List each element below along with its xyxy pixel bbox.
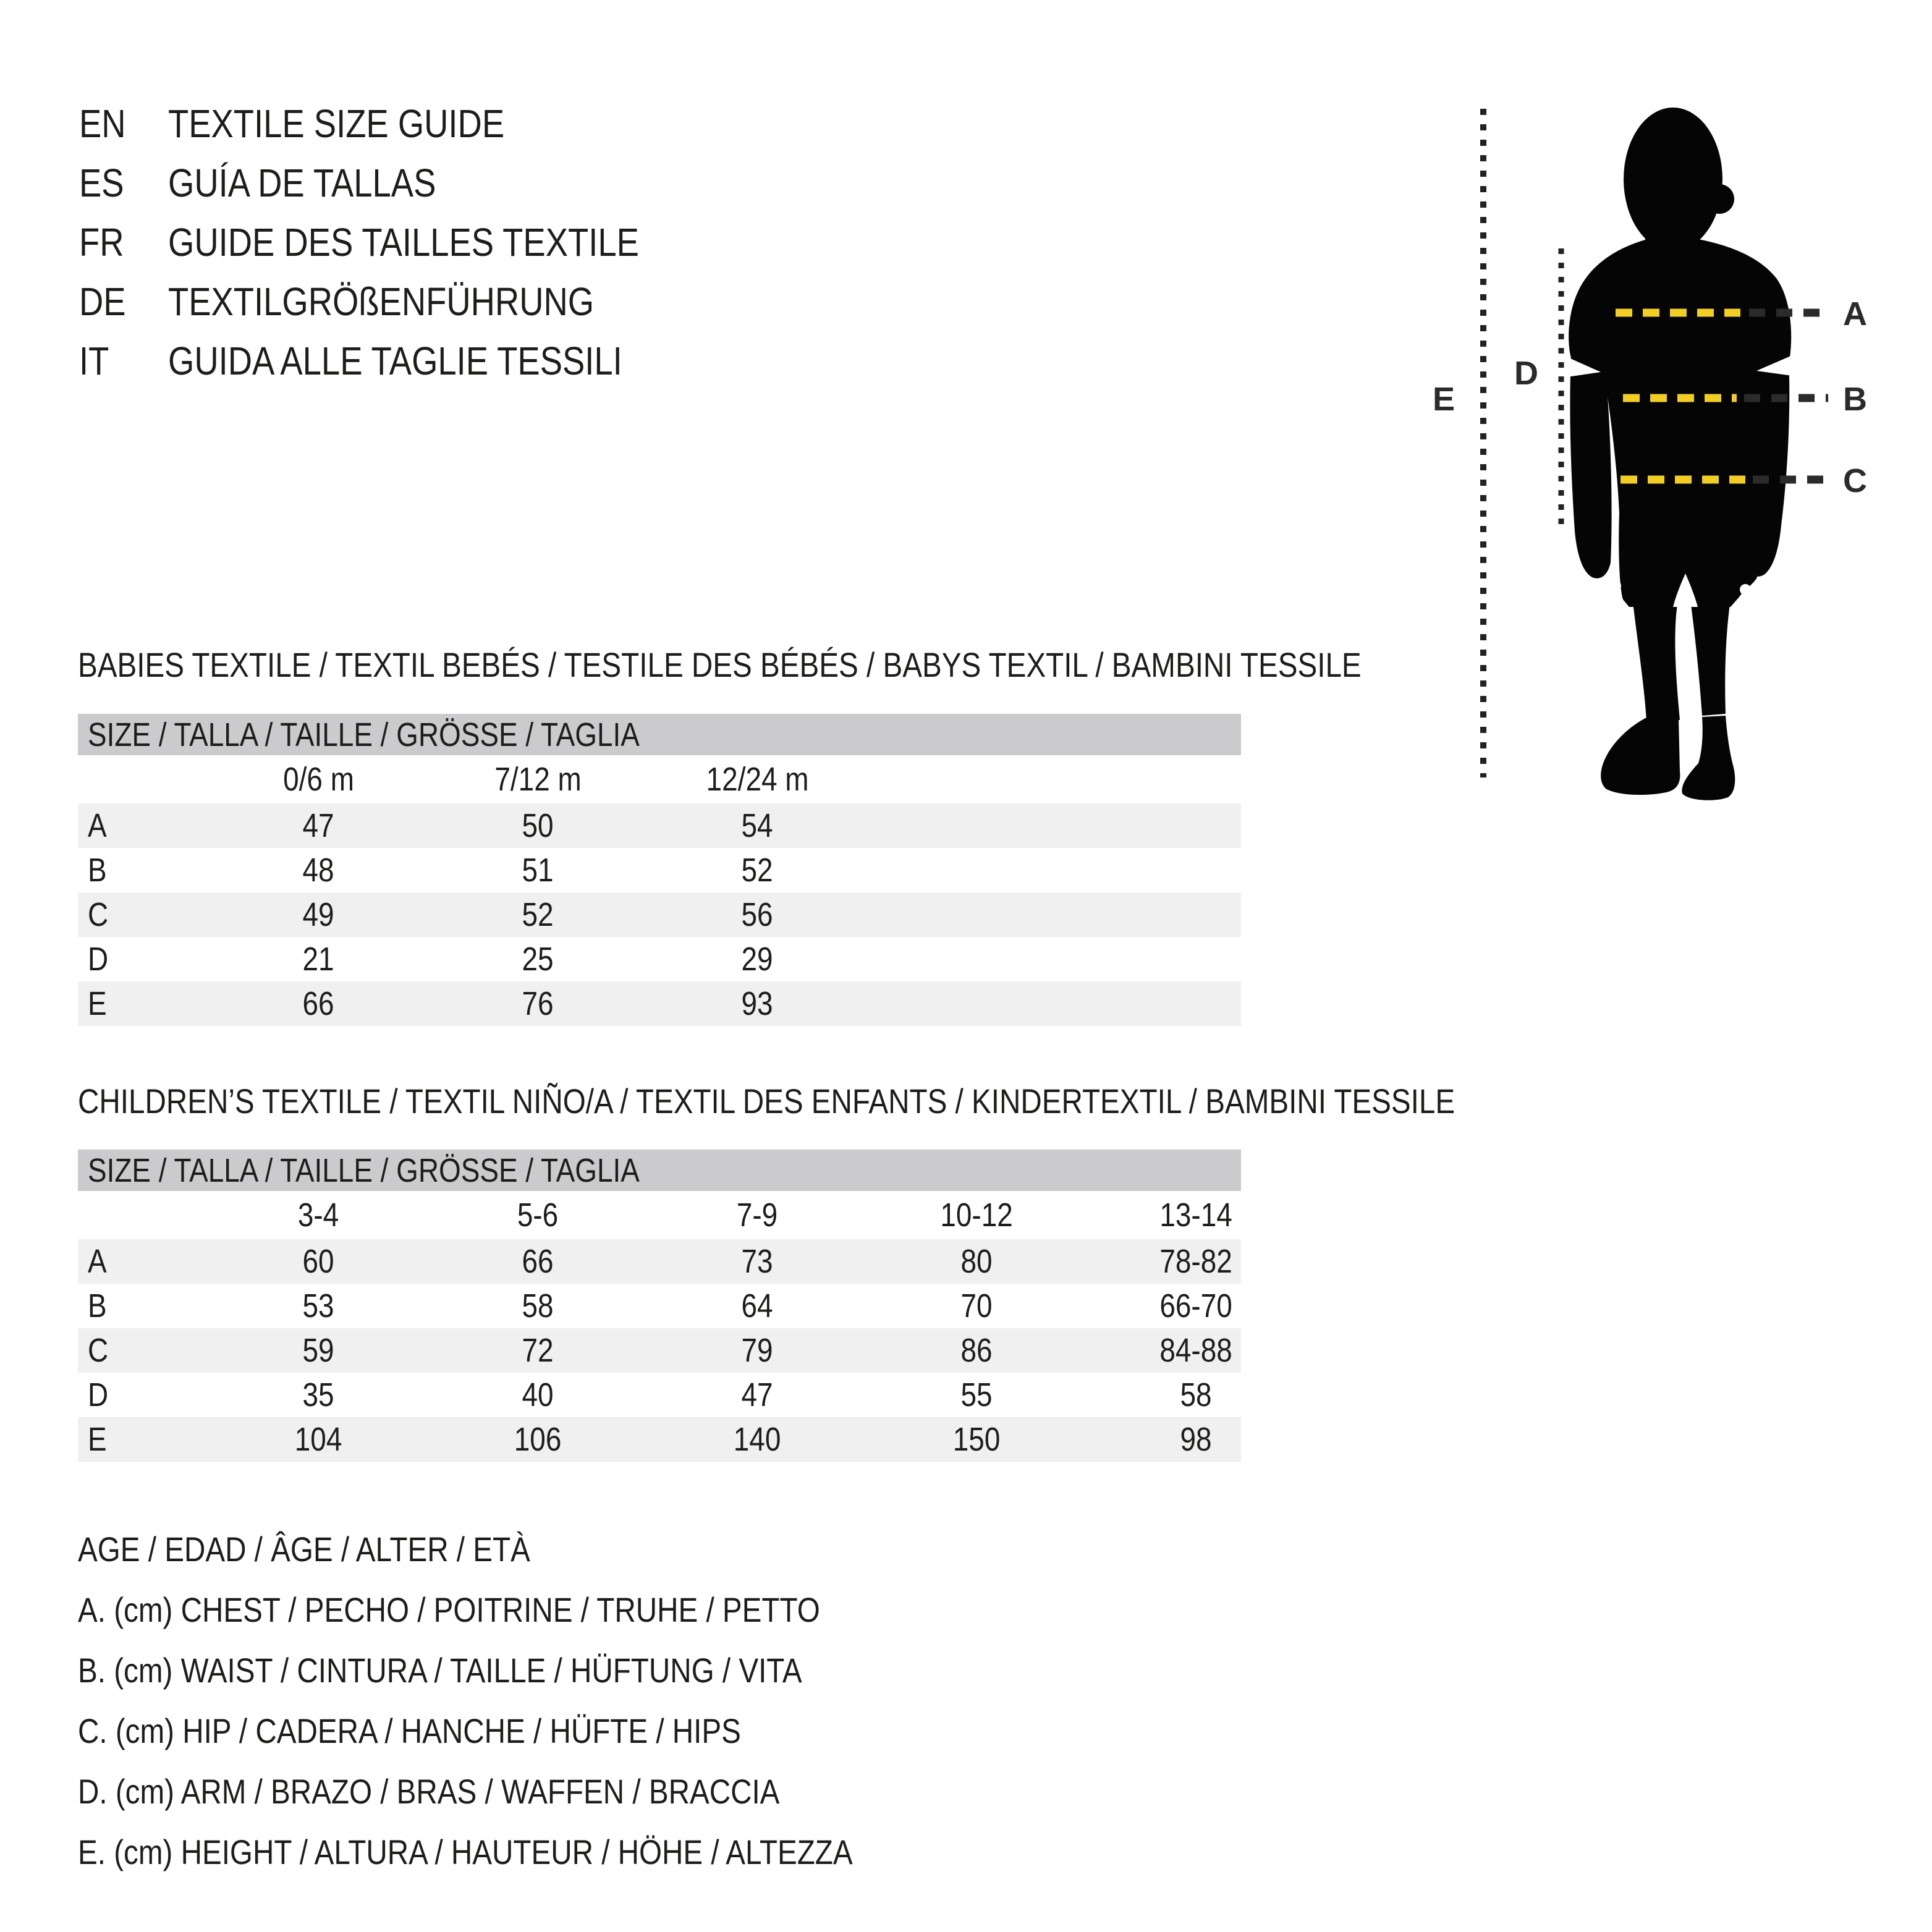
legend-height: E. (cm) HEIGHT / ALTURA / HAUTEUR / HÖHE / ALTEZZA [78, 1832, 853, 1871]
children-col-1: 5-6 [517, 1197, 559, 1234]
lang-title-es: GUÍA DE TALLAS [168, 161, 436, 205]
table-row: E 104 106 140 150 98 [78, 1417, 1241, 1462]
children-col-2: 7-9 [737, 1197, 778, 1234]
lang-title-de: TEXTILGRÖßENFÜHRUNG [168, 279, 595, 324]
child-silhouette-figure [1569, 108, 1791, 800]
table-row: A 60 66 73 80 78-82 [78, 1239, 1241, 1284]
table-row: D 35 40 47 55 58 [88, 1376, 1213, 1413]
babies-col-1: 7/12 m [494, 761, 582, 798]
legend-age: AGE / EDAD / ÂGE / ALTER / ETÀ [78, 1529, 530, 1569]
children-col-4: 13-14 [1159, 1197, 1233, 1234]
table-row: B 48 51 52 [88, 852, 774, 889]
legend-hip: C. (cm) HIP / CADERA / HANCHE / HÜFTE / HIPS [78, 1711, 741, 1750]
table-row: C 49 52 56 [78, 892, 1241, 937]
measure-label-b: B [1843, 381, 1867, 418]
children-section-title: CHILDREN’S TEXTILE / TEXTIL NIÑO/A / TEXTIL DES ENFANTS / KINDERTEXTIL / BAMBINI TESSILE [78, 1082, 1455, 1121]
lang-row-fr [79, 213, 722, 272]
lang-row-it [79, 331, 722, 391]
legend-waist: B. (cm) WAIST / CINTURA / TAILLE / HÜFTUNG / VITA [78, 1650, 802, 1690]
lang-row-es [79, 153, 722, 213]
babies-section-title: BABIES TEXTILE / TEXTIL BEBÉS / TESTILE DES BÉBÉS / BABYS TEXTIL / BAMBINI TESSILE [78, 645, 1362, 684]
children-col-3: 10-12 [940, 1197, 1014, 1234]
babies-size-table [78, 714, 1241, 1026]
measurement-legend [78, 1519, 989, 1882]
babies-column-header-row [78, 755, 1241, 803]
lang-title-fr: GUIDE DES TAILLES TEXTILE [168, 220, 639, 265]
measurement-diagram [1415, 80, 1916, 803]
table-row: E 66 76 93 [78, 981, 1241, 1026]
lang-code-es: ES [79, 161, 124, 205]
measure-label-a: A [1843, 295, 1867, 333]
lang-code-it: IT [79, 339, 109, 383]
table-row: A 47 50 54 [78, 803, 1241, 848]
lang-code-en: EN [79, 101, 126, 146]
babies-col-0: 0/6 m [283, 761, 354, 798]
children-size-table [78, 1150, 1241, 1462]
table-row: C 59 72 79 86 84-88 [78, 1328, 1241, 1373]
lang-title-en: TEXTILE SIZE GUIDE [168, 101, 505, 146]
measure-label-c: C [1843, 462, 1867, 499]
measure-label-e: E [1433, 381, 1455, 418]
legend-chest: A. (cm) CHEST / PECHO / POITRINE / TRUHE / PETTO [78, 1590, 820, 1629]
table-row: D 21 25 29 [88, 941, 774, 978]
babies-col-2: 12/24 m [706, 761, 809, 798]
lang-code-de: DE [79, 279, 126, 324]
lang-code-fr: FR [79, 220, 124, 265]
children-col-0: 3-4 [298, 1197, 339, 1234]
table-row: B 53 58 64 70 66-70 [88, 1287, 1233, 1324]
lang-row-de [79, 272, 722, 331]
children-table-header-bar: SIZE / TALLA / TAILLE / GRÖSSE / TAGLIA [78, 1150, 1241, 1191]
legend-arm: D. (cm) ARM / BRAZO / BRAS / WAFFEN / BRACCIA [78, 1771, 780, 1811]
children-column-header-row [78, 1191, 1241, 1239]
language-title-block [79, 94, 722, 391]
lang-row-en [79, 94, 722, 153]
babies-table-header-bar: SIZE / TALLA / TAILLE / GRÖSSE / TAGLIA [78, 714, 1241, 755]
lang-title-it: GUIDA ALLE TAGLIE TESSILI [168, 339, 622, 383]
measure-label-d: D [1514, 355, 1538, 392]
